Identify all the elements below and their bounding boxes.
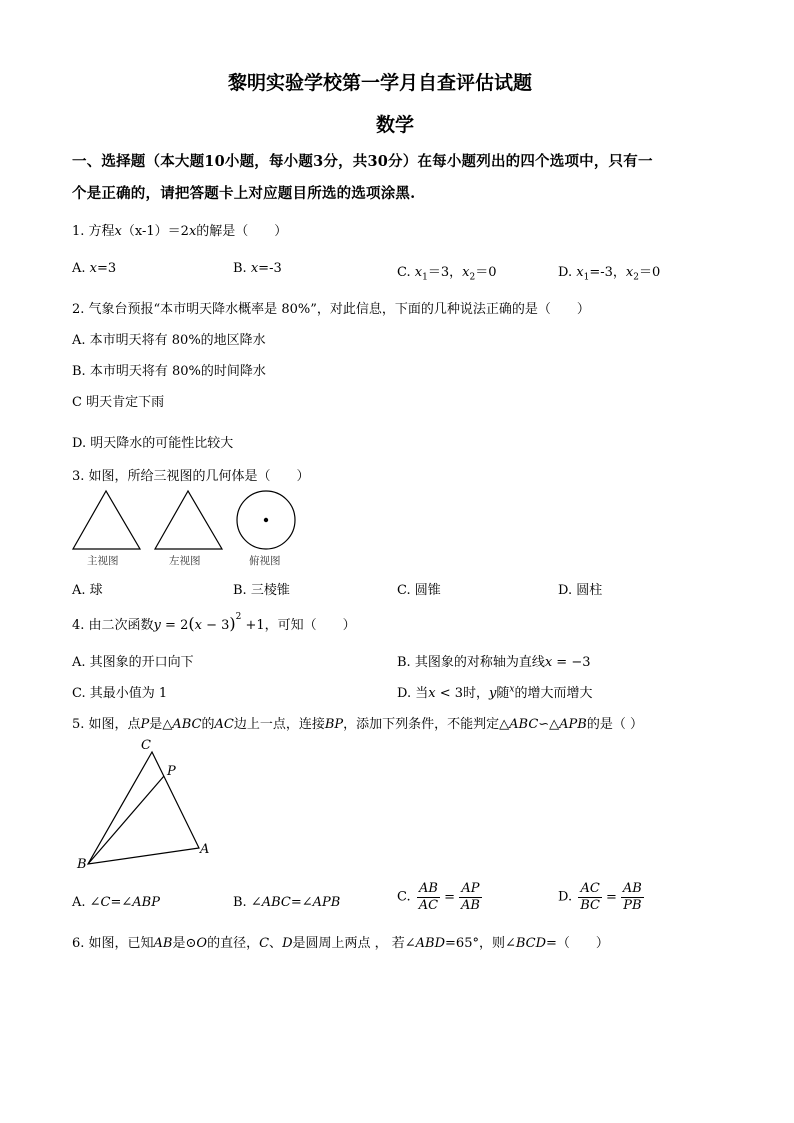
question-2-stem: 2. 气象台预报“本市明天降水概率是 80%”，对此信息，下面的几种说法正确的是（ ） <box>72 302 590 317</box>
q1-a-label: A. <box>72 261 90 276</box>
q6-stem-suffix: =（ ） <box>546 936 609 951</box>
question-1-stem <box>72 220 287 239</box>
q5-c-fraction-right <box>459 882 482 912</box>
q5-option-b <box>233 895 340 910</box>
q6-stem-mid4: 是圆周上两点 ， 若 <box>292 936 405 951</box>
q1-c-sub1: 1 <box>422 272 428 283</box>
q4-option-d <box>397 682 593 701</box>
q4-d-cond: < 3 <box>435 686 464 701</box>
q6-stem-mid1: 是⊙ <box>172 936 197 951</box>
q6-stem-mid2: 的直径， <box>207 936 260 951</box>
q5-c-num1: AB <box>418 881 438 896</box>
q5-stem-mid4: ，添加下列条件，不能判定 <box>343 717 500 732</box>
q1-d-end: ＝0 <box>638 265 661 280</box>
label-point-p: P <box>167 764 176 779</box>
page-title: 黎明实验学校第一学月自查评估试题 <box>228 72 533 94</box>
triangle-abc-figure <box>70 736 220 876</box>
q1-b-val: =-3 <box>258 261 282 276</box>
q5-stem-ac: AC <box>214 717 234 732</box>
q5-a-label: A. <box>72 895 90 910</box>
q5-stem-prefix: 5. 如图，点 <box>72 717 141 732</box>
q4-d-mid: 时， <box>463 686 490 701</box>
q1-stem-prefix: 1. 方程 <box>72 224 115 239</box>
q5-b-label: B. <box>233 895 251 910</box>
q5-option-c <box>397 882 484 912</box>
q4-d-x: x <box>509 684 515 695</box>
q6-stem-c: C <box>259 936 270 951</box>
q1-var: x <box>114 224 122 239</box>
q5-b-expr: ∠ABC=∠APB <box>250 895 341 910</box>
q4-formula-x: x <box>194 618 202 633</box>
q4-option-c: C. 其最小值为 1 <box>72 686 168 701</box>
q3-option-b: B. 三棱锥 <box>233 583 290 598</box>
q5-stem-p: P <box>140 717 150 732</box>
section-instructions-line2: 个是正确的，请把答题卡上对应题目所选的选项涂黑. <box>72 185 416 202</box>
q5-d-num1: AC <box>580 881 600 896</box>
q5-c-fraction-left <box>417 882 440 912</box>
q1-option-d <box>558 261 660 283</box>
q5-option-d <box>558 882 646 912</box>
q2-option-c: C 明天肯定下雨 <box>72 395 165 410</box>
q5-c-eq: = <box>444 889 455 905</box>
q1-d-label: D. <box>558 265 577 280</box>
front-view-triangle <box>73 491 140 549</box>
q1-c-end: ＝0 <box>475 265 497 280</box>
caption-left-view: 左视图 <box>169 555 201 567</box>
label-point-c: C <box>141 738 151 753</box>
section-instructions-line1: 一、选择题（本大题10小题，每小题3分，共30分）在每小题列出的四个选项中，只有一 <box>72 153 653 170</box>
q6-stem-ab: AB <box>153 936 173 951</box>
q4-option-b <box>397 651 591 670</box>
q4-formula-exponent: 2 <box>235 611 242 622</box>
q5-stem-abc: △ABC <box>162 717 202 732</box>
q4-stem-suffix: ，可知（ ） <box>264 618 356 633</box>
q5-d-eq: = <box>605 889 617 905</box>
q4-d-y: y <box>489 686 497 701</box>
q6-stem-mid5: =65°，则 <box>445 936 505 951</box>
q5-c-den2: AB <box>461 897 480 913</box>
q6-stem-angle1: ∠ABD <box>404 936 446 951</box>
subject-title: 数学 <box>376 114 415 136</box>
q5-stem-suffix: 的是（ ） <box>586 717 644 732</box>
q1-stem-suffix: 的解是（ ） <box>196 224 288 239</box>
q4-stem-prefix: 4. 由二次函数 <box>72 618 154 633</box>
q1-b-label: B. <box>233 261 251 276</box>
q5-d-num2: AB <box>622 881 642 896</box>
q1-d-sub2: 2 <box>633 272 639 283</box>
label-point-a: A <box>200 842 210 857</box>
caption-front-view: 主视图 <box>87 555 119 567</box>
q5-c-label: C. <box>397 889 415 905</box>
q5-c-num2: AP <box>461 881 480 896</box>
q5-stem-mid3: 边上一点，连接 <box>233 717 325 732</box>
q6-stem-prefix: 6. 如图，已知 <box>72 936 154 951</box>
q1-var2: x <box>188 224 197 239</box>
q6-stem-o: O <box>196 936 208 951</box>
three-view-figure <box>70 488 310 554</box>
q4-b-prefix: B. 其图象的对称轴为直线 <box>397 655 545 670</box>
q5-stem-mid1: 是 <box>149 717 163 732</box>
q5-stem-mid2: 的 <box>201 717 215 732</box>
left-view-triangle <box>155 491 222 549</box>
triangle-abc <box>88 752 199 864</box>
q2-option-a: A. 本市明天将有 80%的地区降水 <box>72 333 266 348</box>
q5-d-label: D. <box>558 889 577 905</box>
segment-bp <box>88 776 164 864</box>
q1-option-a <box>72 261 116 276</box>
q4-b-var: x <box>544 655 553 670</box>
q1-b-var: x <box>250 261 259 276</box>
q1-option-b <box>233 261 282 276</box>
q4-d-mid2: 随 <box>496 686 510 701</box>
caption-top-view: 俯视图 <box>249 555 281 567</box>
q1-option-c <box>397 261 496 283</box>
q4-formula-minus: − 3 <box>201 618 230 633</box>
q5-a-expr: ∠C=∠ABP <box>89 895 160 910</box>
q1-d-x1: x <box>576 265 584 280</box>
q1-c-label: C. <box>397 265 415 280</box>
q1-a-val: =3 <box>97 261 117 276</box>
q4-formula-eq: = 2 <box>160 618 189 633</box>
q1-c-x2: x <box>462 265 470 280</box>
q5-d-den2: PB <box>623 897 642 913</box>
q2-option-d: D. 明天降水的可能性比较大 <box>72 436 234 451</box>
q4-d-end: 的增大而增大 <box>514 686 593 701</box>
q5-d-den1: BC <box>580 897 600 913</box>
q3-option-c: C. 圆锥 <box>397 583 441 598</box>
q4-d-var: x <box>428 686 436 701</box>
q5-stem-sim: △ABC∽△APB <box>499 717 587 732</box>
q1-c-x1: x <box>414 265 423 280</box>
q1-a-var: x <box>89 261 97 276</box>
question-3-stem: 3. 如图，所给三视图的几何体是（ ） <box>72 469 310 484</box>
q5-d-fraction-left <box>578 882 602 912</box>
q3-option-a: A. 球 <box>72 583 103 598</box>
q1-paren: （x-1）＝2 <box>121 224 189 239</box>
q4-formula-plus: +1 <box>241 618 265 633</box>
q5-option-a <box>72 895 160 910</box>
q4-d-prefix: D. 当 <box>397 686 429 701</box>
q1-c-sub2: 2 <box>469 272 476 283</box>
q4-formula-y: y <box>153 618 161 633</box>
question-6-stem <box>72 932 609 951</box>
top-view-center-dot <box>264 518 268 522</box>
q4-formula-paren-right: ) <box>229 614 236 633</box>
q4-formula <box>153 611 265 633</box>
question-4-stem <box>72 611 356 633</box>
q6-stem-mid3: 、 <box>269 936 283 951</box>
question-5-stem <box>72 713 643 732</box>
q1-d-mid: =-3， <box>589 265 626 280</box>
q1-c-mid: ＝3， <box>427 265 463 280</box>
q4-b-val: = −3 <box>552 655 591 670</box>
q1-d-x2: x <box>625 265 634 280</box>
q5-c-den1: AC <box>418 897 439 913</box>
q5-stem-bp: BP <box>324 717 344 732</box>
q5-d-fraction-right <box>621 882 644 912</box>
q1-d-sub1: 1 <box>583 272 590 283</box>
q6-stem-angle2: ∠BCD <box>504 936 547 951</box>
q2-option-b: B. 本市明天将有 80%的时间降水 <box>72 364 266 379</box>
q4-formula-paren-left: ( <box>188 614 195 633</box>
q6-stem-d: D <box>282 936 293 951</box>
q4-option-a: A. 其图象的开口向下 <box>72 655 194 670</box>
label-point-b: B <box>77 857 87 872</box>
q3-option-d: D. 圆柱 <box>558 583 603 598</box>
